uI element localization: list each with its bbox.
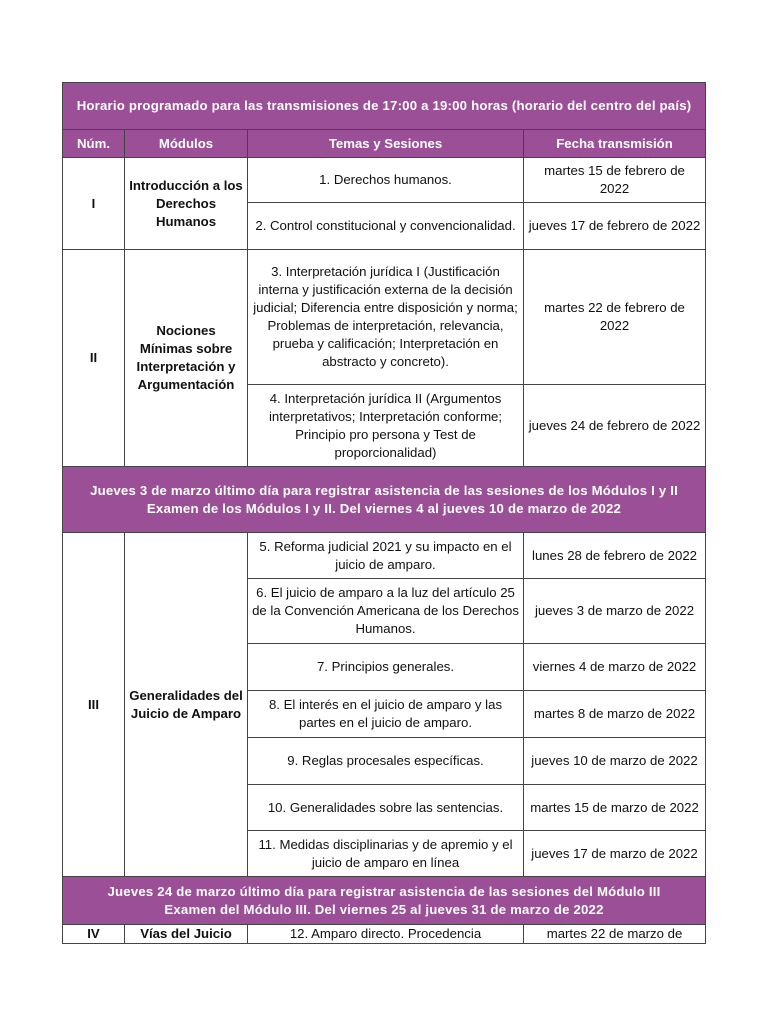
session-date: jueves 10 de marzo de 2022 bbox=[524, 738, 706, 785]
session-date: martes 15 de febrero de 2022 bbox=[524, 158, 706, 203]
session-date: martes 22 de marzo de bbox=[524, 925, 706, 944]
table-row bbox=[63, 158, 706, 203]
module-name: Nociones Mínimas sobre Interpretación y Argumentación bbox=[125, 250, 248, 467]
deadline-banner-line2: Examen de los Módulos I y II. Del viernes 4 al jueves 10 de marzo de 2022 bbox=[146, 500, 622, 516]
session-date: jueves 17 de febrero de 2022 bbox=[524, 203, 706, 250]
session-date: martes 22 de febrero de 2022 bbox=[524, 250, 706, 385]
module-name: Generalidades del Juicio de Amparo bbox=[125, 533, 248, 877]
table-header-row bbox=[63, 130, 706, 158]
module-num: II bbox=[63, 250, 125, 467]
session-topic: 8. El interés en el juicio de amparo y las partes en el juicio de amparo. bbox=[248, 691, 524, 738]
schedule-banner bbox=[63, 83, 706, 130]
deadline-banner-line1: Jueves 24 de marzo último día para registrar asistencia de las sesiones del Módulo III bbox=[107, 883, 661, 899]
session-topic: 7. Principios generales. bbox=[248, 644, 524, 691]
module-num: III bbox=[63, 533, 125, 877]
session-topic: 6. El juicio de amparo a la luz del artículo 25 de la Convención Americana de los Derechos Humanos. bbox=[248, 579, 524, 644]
session-topic: 10. Generalidades sobre las sentencias. bbox=[248, 785, 524, 831]
session-topic: 9. Reglas procesales específicas. bbox=[248, 738, 524, 785]
header-temas: Temas y Sesiones bbox=[248, 130, 524, 158]
session-date: viernes 4 de marzo de 2022 bbox=[524, 644, 706, 691]
session-date: martes 15 de marzo de 2022 bbox=[524, 785, 706, 831]
session-date: jueves 24 de febrero de 2022 bbox=[524, 385, 706, 467]
deadline-banner-line1: Jueves 3 de marzo último día para registrar asistencia de las sesiones de los Módulos I y II bbox=[90, 482, 678, 498]
schedule-table bbox=[62, 82, 706, 944]
session-date: lunes 28 de febrero de 2022 bbox=[524, 533, 706, 579]
module-name: Vías del Juicio bbox=[125, 925, 248, 944]
session-topic: 3. Interpretación jurídica I (Justificación interna y justificación externa de la decisión judicial; Diferencia entre disposición y norma; Problemas de interpretación, relevancia, prueba y calificación; Interpretación en abstracto y concreto). bbox=[248, 250, 524, 385]
session-topic: 2. Control constitucional y convencionalidad. bbox=[248, 203, 524, 250]
session-date: jueves 17 de marzo de 2022 bbox=[524, 831, 706, 877]
session-topic: 12. Amparo directo. Procedencia bbox=[248, 925, 524, 944]
session-date: jueves 3 de marzo de 2022 bbox=[524, 579, 706, 644]
session-date: martes 8 de marzo de 2022 bbox=[524, 691, 706, 738]
table-row bbox=[63, 533, 706, 579]
session-topic: 1. Derechos humanos. bbox=[248, 158, 524, 203]
session-topic: 5. Reforma judicial 2021 y su impacto en el juicio de amparo. bbox=[248, 533, 524, 579]
deadline-banner-line2: Examen del Módulo III. Del viernes 25 al jueves 31 de marzo de 2022 bbox=[164, 901, 604, 917]
header-fecha: Fecha transmisión bbox=[524, 130, 706, 158]
table-row bbox=[63, 925, 706, 944]
deadline-banner bbox=[63, 467, 706, 533]
module-name: Introducción a los Derechos Humanos bbox=[125, 158, 248, 250]
table-row bbox=[63, 250, 706, 385]
deadline-banner bbox=[63, 877, 706, 925]
session-topic: 4. Interpretación jurídica II (Argumentos interpretativos; Interpretación conforme; Principio pro persona y Test de proporcionalidad) bbox=[248, 385, 524, 467]
schedule-banner-text: Horario programado para las transmisiones de 17:00 a 19:00 horas (horario del centro del país) bbox=[63, 83, 706, 130]
module-num: IV bbox=[63, 925, 125, 944]
header-num: Núm. bbox=[63, 130, 125, 158]
header-modulos: Módulos bbox=[125, 130, 248, 158]
module-num: I bbox=[63, 158, 125, 250]
session-topic: 11. Medidas disciplinarias y de apremio y el juicio de amparo en línea bbox=[248, 831, 524, 877]
